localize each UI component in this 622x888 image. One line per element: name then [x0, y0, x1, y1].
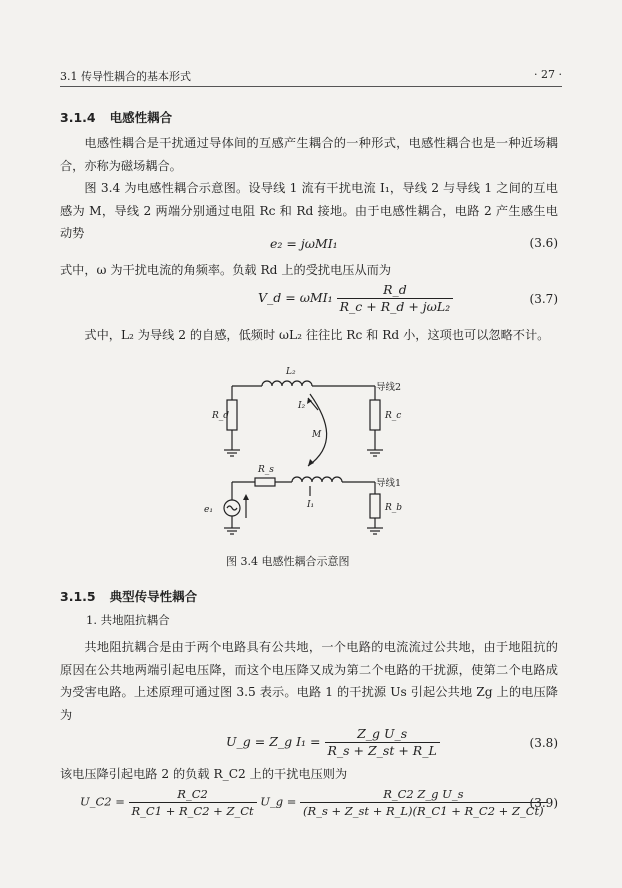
label-wire-2: 导线2	[376, 382, 402, 393]
equation-3-7-denominator: R_c + R_d + jωL₂	[339, 299, 451, 314]
page-number: · 27 ·	[534, 68, 562, 81]
label-i2: I₂	[298, 401, 306, 411]
equation-3-9-denominator-1: R_C1 + R_C2 + Z_Ct	[131, 804, 254, 818]
label-m: M	[312, 430, 322, 440]
subsection-heading: 1. 共地阻抗耦合	[86, 613, 170, 627]
running-header-section: 3.1 传导性耦合的基本形式	[60, 70, 191, 83]
label-rb: R_b	[385, 503, 403, 513]
equation-3-9-numerator-2: R_C2 Z_g U_s	[300, 786, 547, 803]
text-after-eq-3-6: 式中，ω 为干扰电流的角频率。负载 Rd 上的受扰电压从而为	[60, 263, 392, 277]
paragraph-2: 图 3.4 为电感性耦合示意图。设导线 1 流有干扰电流 I₁，导线 2 与导线 1 之间的互电感为 M，导线 2 两端分别通过电阻 Rc 和 Rd 接地。由于电感性耦合，电路 2 产生感生电动势	[60, 181, 558, 240]
equation-3-8-denominator: R_s + Z_st + R_L	[327, 743, 437, 758]
label-wire-1: 导线1	[376, 478, 402, 489]
label-rd: R_d	[212, 411, 230, 421]
section-title: 电感性耦合	[109, 110, 173, 125]
resistor-rs	[255, 478, 275, 486]
section-3-1-5-heading	[60, 587, 197, 605]
resistor-rc	[370, 400, 380, 430]
label-l2: L₂	[286, 367, 296, 377]
equation-3-8-number: (3.8)	[529, 736, 558, 750]
equation-3-9-numerator-1: R_C2	[129, 786, 257, 803]
equation-3-7	[60, 282, 558, 322]
section-number: 3.1.4	[60, 110, 96, 125]
equation-3-7-numerator: R_d	[337, 282, 454, 299]
paragraph-3: 式中，L₂ 为导线 2 的自感，低频时 ωL₂ 往往比 Rc 和 Rd 小，这项也可以忽略不计。	[84, 328, 550, 342]
section-title: 典型传导性耦合	[109, 589, 198, 604]
figure-3-4-diagram	[190, 362, 430, 542]
header-rule	[60, 86, 562, 87]
equation-3-7-number: (3.7)	[529, 292, 558, 306]
equation-3-9-number: (3.9)	[529, 796, 558, 810]
section-3-1-4-heading	[60, 108, 172, 126]
section-number: 3.1.5	[60, 589, 96, 604]
label-i1: I₁	[307, 500, 315, 510]
equation-3-8-numerator: Z_g U_s	[325, 726, 440, 743]
text-after-eq-3-8: 该电压降引起电路 2 的负载 R_C2 上的干扰电压则为	[60, 767, 348, 781]
equation-3-8-lhs: U_g = Z_g I₁ =	[226, 734, 321, 749]
equation-3-8	[60, 726, 558, 762]
equation-3-6-number: (3.6)	[529, 236, 558, 250]
inductor-l1	[292, 477, 342, 482]
equation-3-7-lhs: V_d = ωMI₁	[258, 290, 333, 305]
paragraph-4: 共地阻抗耦合是由于两个电路具有公共地，一个电路的电流流过公共地，由于地阻抗的原因在公共地两端引起电压降，而这个电压降又成为第二个电路的干扰源，使第二个电路成为受害电路。上述原理可通过图 3.5 表示。电路 1 的干扰源 Us 引起公共地 Zg 上的电压降为	[60, 640, 558, 722]
label-rs: R_s	[258, 465, 274, 475]
equation-3-9-middle: U_g =	[260, 794, 297, 809]
resistor-rb	[370, 494, 380, 518]
equation-3-6-body: e₂ = jωMI₁	[270, 236, 338, 251]
paragraph-1: 电感性耦合是干扰通过导体间的互感产生耦合的一种形式，电感性耦合也是一种近场耦合，亦称为磁场耦合。	[60, 136, 558, 173]
equation-3-9-lhs: U_C2 =	[80, 794, 125, 809]
equation-3-9-denominator-2: (R_s + Z_st + R_L)(R_C1 + R_C2 + Z_Ct)	[303, 804, 544, 818]
label-rc: R_c	[385, 411, 402, 421]
figure-3-4-caption: 图 3.4 电感性耦合示意图	[226, 555, 350, 568]
running-header	[60, 68, 562, 84]
inductor-l2	[262, 381, 312, 386]
equation-3-6	[60, 236, 558, 256]
equation-3-9	[60, 786, 558, 824]
label-e1: e₁	[204, 505, 213, 515]
